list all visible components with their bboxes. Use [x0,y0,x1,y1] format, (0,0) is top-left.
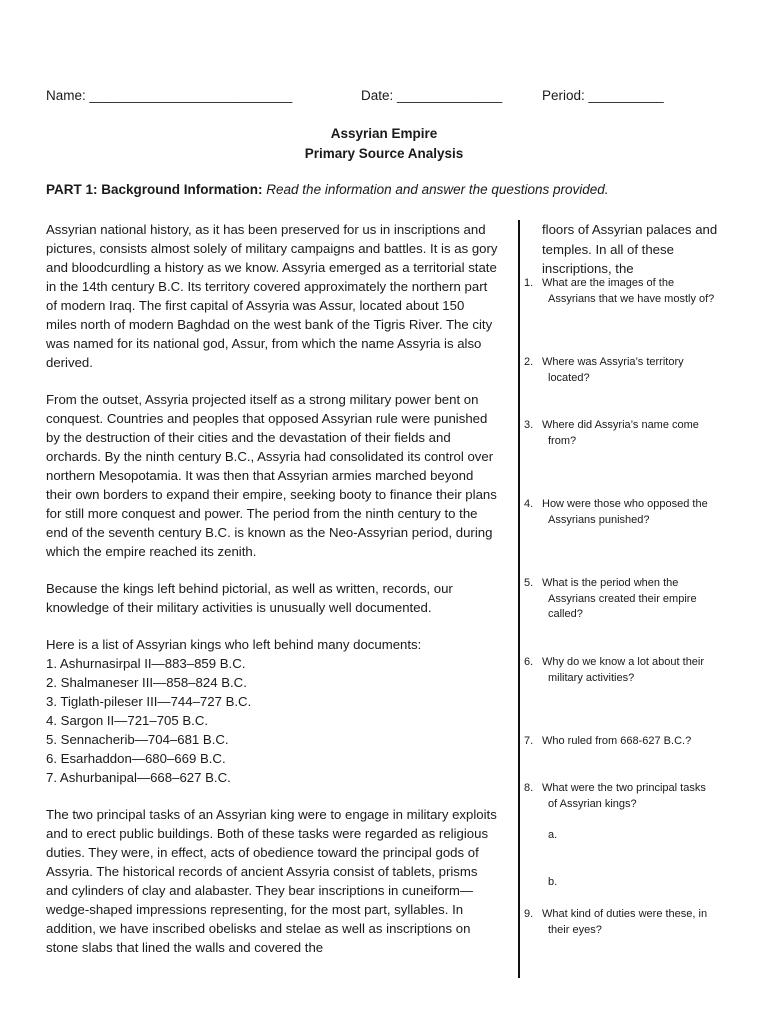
column-divider [518,220,520,978]
passage-continuation: floors of Assyrian palaces and temples. In all of these inscriptions, the [542,222,718,276]
question-number: 7. [524,735,534,747]
list-item: 2. Shalmaneser III—858–824 B.C. [46,675,247,690]
question-text: Who ruled from 668-627 B.C.? [542,735,692,747]
list-item: 5. Sennacherib—704–681 B.C. [46,732,229,747]
question-6 [524,655,730,686]
question-text: What were the two principal tasks [542,782,706,794]
question-3 [524,418,730,449]
question-number: 4. [524,498,534,510]
passage-paragraph-1: Assyrian national history, as it has been preserved for us in inscriptions and pictures, consists almost solely of military campaigns and battles. It is as gory and bloodcurdling a history as we know. Assyria emerged as a territorial state in the 14th century B.C. Its territory covered approximately the northern part of modern Iraq. The first capital of Assyria was Assur, located about 150 miles north of modern Baghdad on the west bank of the Tigris River. The city was named for its national god, Assur, from which the name Assyria is also derived. [46,222,498,370]
list-item: 4. Sargon II—721–705 B.C. [46,713,209,728]
question-5 [524,576,730,623]
question-text: Assyrians that we have mostly of? [548,292,715,305]
question-text: Where was Assyria’s territory [542,356,684,368]
passage-paragraph-4: The two principal tasks of an Assyrian king were to engage in military exploits and to erect public buildings. Both of these tasks were regarded as religious duties. They were, in effect, acts of obedience toward the principal gods of Assyria. The historical records of ancient Assyria consist of tablets, prisms and cylinders of clay and alabaster. They bear inscriptions in cuneiform—wedge-shaped impressions representing, for the most part, syllables. In addition, we have inscribed obelisks and stelae as well as inscriptions on stone slabs that lined the walls and covered the [46,807,497,955]
question-2 [524,355,730,386]
question-text: their eyes? [548,923,602,936]
date-field-label: Date: ______________ [361,88,503,103]
question-8-sub-a: a. [548,829,558,841]
question-text: Where did Assyria’s name come [542,419,699,431]
question-4 [524,497,730,528]
question-text: Why do we know a lot about their [542,656,705,668]
question-text: of Assyrian kings? [548,797,637,810]
passage-column [46,220,498,975]
question-7 [524,734,730,750]
part1-instruction: Read the information and answer the questions provided. [266,182,609,197]
question-8 [524,781,730,812]
question-number: 9. [524,908,534,920]
question-text: Assyrians punished? [548,513,650,526]
part1-label: PART 1: Background Information: [46,182,263,197]
question-number: 3. [524,419,534,431]
question-text: from? [548,434,577,447]
passage-paragraph-2: From the outset, Assyria projected itself as a strong military power bent on conquest. Countries and peoples that opposed Assyrian rule were punished by the destruction of their cities and the devastation of their fields and orchards. By the ninth century B.C., Assyria had consolidated its control over northern Mesopotamia. It was then that Assyrian armies marched beyond their own borders to expand their empire, seeking booty to finance their plans for still more conquest and power. The period from the ninth century to the end of the seventh century B.C. is known as the Neo-Assyrian period, during which the empire reached its zenith. [46,392,497,559]
question-text: What kind of duties were these, in [542,908,708,920]
question-number: 1. [524,277,534,289]
question-8-sub-b: b. [548,876,558,888]
question-9 [524,907,730,938]
kings-list-intro: Here is a list of Assyrian kings who left behind many documents: [46,637,422,652]
kings-list [46,654,498,787]
document-title: Assyrian Empire [330,126,438,141]
question-number: 6. [524,656,534,668]
question-number: 2. [524,356,534,368]
period-field-label: Period: __________ [542,88,664,103]
list-item: 7. Ashurbanipal—668–627 B.C. [46,770,231,785]
list-item: 3. Tiglath-pileser III—744–727 B.C. [46,694,252,709]
question-text: called? [548,608,583,620]
name-field-label: Name: ___________________________ [46,88,293,103]
list-item: 1. Ashurnasirpal II—883–859 B.C. [46,656,246,671]
list-item: 6. Esarhaddon—680–669 B.C. [46,751,226,766]
question-number: 8. [524,782,534,794]
part1-heading [46,182,609,197]
question-text: How were those who opposed the [542,498,708,510]
question-text: What is the period when the [542,577,679,589]
document-subtitle: Primary Source Analysis [304,146,464,161]
question-text: located? [548,371,590,384]
question-text: Assyrians created their empire [548,592,697,605]
question-1 [524,276,730,307]
question-text: What are the images of the [542,277,675,289]
question-number: 5. [524,577,534,589]
passage-paragraph-3: Because the kings left behind pictorial, as well as written, records, our knowledge of their military activities is unusually well documented. [46,581,453,615]
question-text: military activities? [548,671,635,684]
